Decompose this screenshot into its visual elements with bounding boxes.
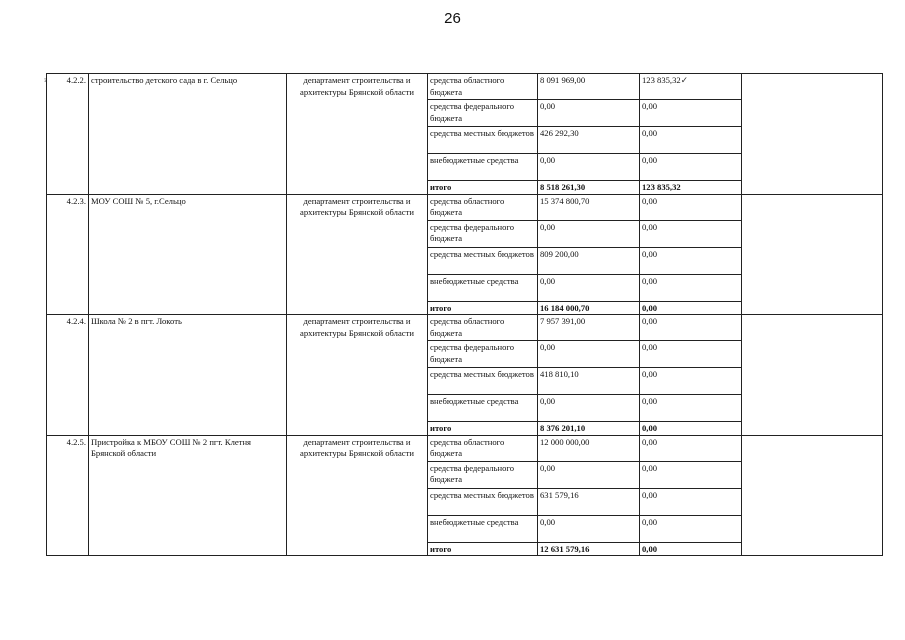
amount-value: 8 518 261,30 bbox=[538, 181, 640, 195]
amount-value-2 bbox=[640, 220, 742, 247]
funding-source: средства областного бюджета bbox=[428, 315, 538, 341]
amount-value-2-text: 0,00 bbox=[642, 342, 658, 352]
amount-value: 0,00 bbox=[538, 154, 640, 181]
amount-value-2-text: 0,00 bbox=[642, 423, 658, 433]
amount-value-2 bbox=[640, 74, 742, 100]
funding-source: средства местных бюджетов bbox=[428, 368, 538, 395]
amount-value: 0,00 bbox=[538, 100, 640, 127]
funding-source: внебюджетные средства bbox=[428, 395, 538, 422]
responsible-department: департамент строительства и архитектуры Брянской области bbox=[287, 194, 428, 315]
amount-value-2-text: 0,00 bbox=[642, 396, 658, 406]
funding-source: средства местных бюджетов bbox=[428, 247, 538, 274]
table-row bbox=[47, 74, 883, 100]
amount-value: 809 200,00 bbox=[538, 247, 640, 274]
amount-value: 8 091 969,00 bbox=[538, 74, 640, 100]
amount-value: 7 957 391,00 bbox=[538, 315, 640, 341]
funding-source: средства федерального бюджета bbox=[428, 100, 538, 127]
funding-source: итого bbox=[428, 542, 538, 556]
table-row bbox=[47, 194, 883, 220]
item-number: 4.2.5. bbox=[47, 435, 89, 556]
amount-value-2 bbox=[640, 422, 742, 436]
amount-value-2-text: 0,00 bbox=[642, 128, 658, 138]
funding-source: средства федерального бюджета bbox=[428, 461, 538, 488]
amount-value: 8 376 201,10 bbox=[538, 422, 640, 436]
item-number: 4.2.2. bbox=[47, 74, 89, 195]
margin-mark: з bbox=[44, 76, 47, 84]
amount-value-2 bbox=[640, 488, 742, 515]
amount-value-2 bbox=[640, 274, 742, 301]
funding-source: средства федерального бюджета bbox=[428, 220, 538, 247]
funding-source: средства местных бюджетов bbox=[428, 488, 538, 515]
amount-value: 12 631 579,16 bbox=[538, 542, 640, 556]
amount-value-2 bbox=[640, 461, 742, 488]
amount-value: 0,00 bbox=[538, 461, 640, 488]
table-row bbox=[47, 435, 883, 461]
page-number: 26 bbox=[444, 10, 461, 27]
amount-value-2-text: 0,00 bbox=[642, 462, 658, 473]
amount-value-2-text: 0,00 bbox=[642, 516, 658, 527]
budget-table bbox=[46, 73, 883, 556]
amount-value-2-text: 0,00 bbox=[642, 302, 658, 313]
item-name: МОУ СОШ № 5, г.Сельцо bbox=[89, 194, 287, 315]
item-name: Школа № 2 в пгт. Локоть bbox=[89, 315, 287, 436]
amount-value-2 bbox=[640, 515, 742, 542]
amount-value: 16 184 000,70 bbox=[538, 301, 640, 315]
amount-value-2-text: 0,00 bbox=[642, 195, 658, 206]
funding-source: средства областного бюджета bbox=[428, 435, 538, 461]
amount-value-2 bbox=[640, 368, 742, 395]
amount-value-2-text: 0,00 bbox=[642, 275, 658, 286]
funding-source: итого bbox=[428, 181, 538, 195]
item-number: 4.2.3. bbox=[47, 194, 89, 315]
responsible-department: департамент строительства и архитектуры Брянской области bbox=[287, 74, 428, 195]
item-name: строительство детского сада в г. Сельцо bbox=[89, 74, 287, 195]
amount-value-2-text: 0,00 bbox=[642, 155, 658, 165]
amount-value: 0,00 bbox=[538, 395, 640, 422]
amount-value: 426 292,30 bbox=[538, 127, 640, 154]
empty-cell bbox=[742, 435, 883, 556]
amount-value-2-text: 0,00 bbox=[642, 543, 658, 554]
funding-source: средства областного бюджета bbox=[428, 194, 538, 220]
funding-source: внебюджетные средства bbox=[428, 274, 538, 301]
amount-value-2 bbox=[640, 435, 742, 461]
check-mark-icon: ✓ bbox=[680, 75, 689, 85]
amount-value-2 bbox=[640, 341, 742, 368]
empty-cell bbox=[742, 74, 883, 195]
amount-value-2-text: 0,00 bbox=[642, 489, 658, 500]
amount-value: 418 810,10 bbox=[538, 368, 640, 395]
empty-cell bbox=[742, 194, 883, 315]
item-name: Пристройка к МБОУ СОШ № 2 пгт. Клетня Брянской области bbox=[89, 435, 287, 556]
amount-value-2 bbox=[640, 127, 742, 154]
amount-value-2-text: 123 835,32 bbox=[642, 182, 681, 192]
amount-value-2 bbox=[640, 301, 742, 315]
amount-value-2 bbox=[640, 100, 742, 127]
amount-value-2-text: 0,00 bbox=[642, 436, 658, 447]
amount-value: 0,00 bbox=[538, 274, 640, 301]
amount-value-2-text: 0,00 bbox=[642, 316, 658, 326]
amount-value: 12 000 000,00 bbox=[538, 435, 640, 461]
amount-value-2 bbox=[640, 181, 742, 195]
amount-value-2-text: 0,00 bbox=[642, 248, 658, 259]
amount-value-2 bbox=[640, 395, 742, 422]
funding-source: внебюджетные средства bbox=[428, 154, 538, 181]
responsible-department: департамент строительства и архитектуры Брянской области bbox=[287, 435, 428, 556]
empty-cell bbox=[742, 315, 883, 436]
amount-value-2 bbox=[640, 194, 742, 220]
funding-source: средства федерального бюджета bbox=[428, 341, 538, 368]
amount-value-2-text: 0,00 bbox=[642, 101, 658, 111]
amount-value: 0,00 bbox=[538, 341, 640, 368]
amount-value: 0,00 bbox=[538, 515, 640, 542]
amount-value: 631 579,16 bbox=[538, 488, 640, 515]
funding-source: внебюджетные средства bbox=[428, 515, 538, 542]
funding-source: средства областного бюджета bbox=[428, 74, 538, 100]
funding-source: средства местных бюджетов bbox=[428, 127, 538, 154]
funding-source: итого bbox=[428, 301, 538, 315]
amount-value-2 bbox=[640, 542, 742, 556]
table-body bbox=[47, 74, 883, 556]
item-number: 4.2.4. bbox=[47, 315, 89, 436]
amount-value: 15 374 800,70 bbox=[538, 194, 640, 220]
responsible-department: департамент строительства и архитектуры Брянской области bbox=[287, 315, 428, 436]
table-row bbox=[47, 315, 883, 341]
funding-source: итого bbox=[428, 422, 538, 436]
amount-value-2-text: 123 835,32 bbox=[642, 75, 681, 85]
amount-value-2-text: 0,00 bbox=[642, 221, 658, 232]
amount-value-2 bbox=[640, 154, 742, 181]
amount-value: 0,00 bbox=[538, 220, 640, 247]
amount-value-2 bbox=[640, 247, 742, 274]
amount-value-2 bbox=[640, 315, 742, 341]
amount-value-2-text: 0,00 bbox=[642, 369, 658, 379]
